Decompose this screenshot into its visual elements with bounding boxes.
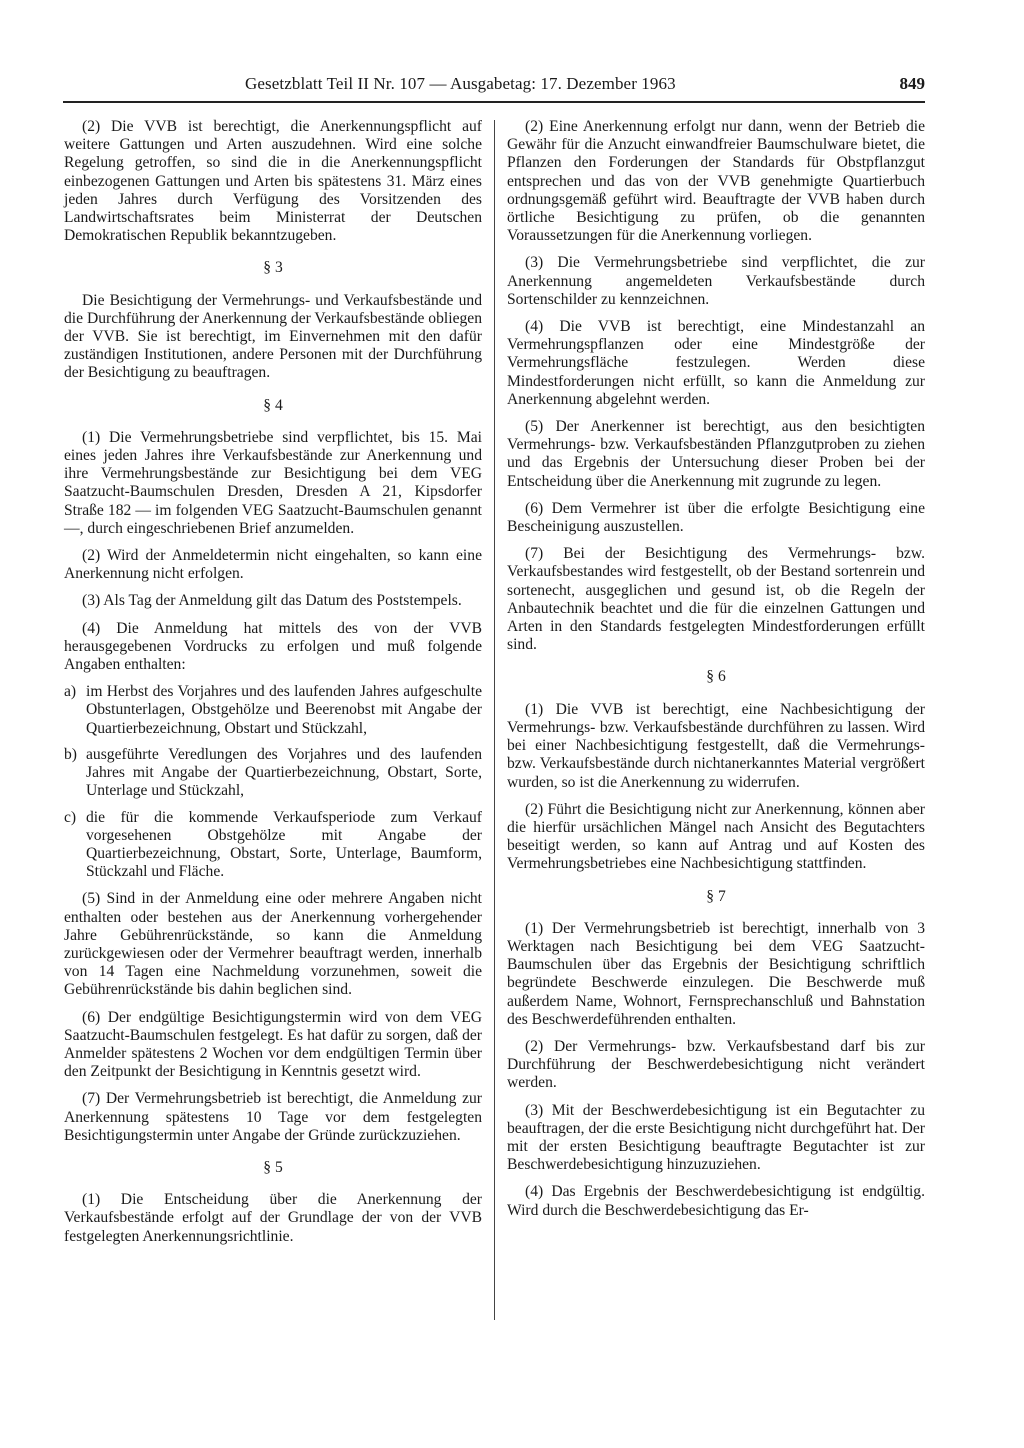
paragraph: (1) Die Vermehrungsbetriebe sind verpflichtet, bis 15. Mai eines jeden Jahres ihre Verkaufsbestände zur Anerkennung und ihre Vermehrungsbestände zur Besichtigung bei dem VEG Saatzucht-Baumschulen Dresden, Dresden A 21, Kipsdorfer Straße 182 — im folgenden VEG Saatzucht-Baumschulen genannt —, durch eingeschriebenen Brief anzumelden. <box>64 428 482 537</box>
list-item <box>64 746 482 801</box>
list-item-label: c) <box>64 808 77 826</box>
column-divider <box>494 120 495 1320</box>
section-heading-6: § 6 <box>706 668 726 686</box>
paragraph: (4) Das Ergebnis der Beschwerdebesichtigung ist endgültig. Wird durch die Beschwerdebesichtigung das Er- <box>507 1183 925 1219</box>
paragraph: (2) Führt die Besichtigung nicht zur Anerkennung, können aber die hierfür ursächlichen Mängel nach Ansicht des Begutachters beseitigt werden, so kann auf Antrag und auf Kosten des Vermehrungsbetriebes eine Nachbesichtigung stattfinden. <box>507 800 925 873</box>
paragraph: (4) Die Anmeldung hat mittels des von der VVB herausgegebenen Vordrucks zu erfolgen und muß folgende Angaben enthalten: <box>64 619 482 674</box>
paragraph: (1) Der Vermehrungsbetrieb ist berechtigt, innerhalb von 3 Werktagen nach Besichtigung bei dem VEG Saatzucht-Baumschulen über das Ergebnis der Besichtigung schriftlich begründete Beschwerde einzulegen. Die Beschwerde muß außerdem Name, Wohnort, Fernsprechanschluß und Bahnstation des Beschwerdeführenden enthalten. <box>507 919 925 1028</box>
list-item <box>64 683 482 738</box>
paragraph: (3) Mit der Beschwerdebesichtigung ist ein Begutachter zu beauftragen, der die erste Besichtigung nicht durchgeführt hat. Der mit der ersten Besichtigung beauftragte Begutachter ist zur Beschwerdebesichtigung hinzuzuziehen. <box>507 1101 925 1174</box>
header-rule <box>63 101 925 103</box>
paragraph: (5) Sind in der Anmeldung eine oder mehrere Angaben nicht enthalten oder bestehen aus der Anerkennung vorhergehender Jahre Gebührenrückstände, so kann die Anmeldung zurückgewiesen oder der Vermehrer beauftragt werden, innerhalb von 14 Tagen eine Nachmeldung vorzunehmen, soweit die Gebührenrückstände bis dahin beglichen sind. <box>64 890 482 999</box>
paragraph: (7) Der Vermehrungsbetrieb ist berechtigt, die Anmeldung zur Anerkennung spätestens 10 Tage vor dem festgelegten Besichtigungstermin unter Angabe der Gründe zurückzuziehen. <box>64 1090 482 1144</box>
list-item-text: im Herbst des Vorjahres und des laufenden Jahres aufgeschulte Obstunterlagen, Obstgehölze und Beerenobst mit Angabe der Quartierbezeichnung, Obstart und Stückzahl, <box>86 683 482 737</box>
list-item-text: die für die kommende Verkaufsperiode zum Verkauf vorgesehenen Obstgehölze mit Angabe der Quartierbezeichnung, Obstart, Sorte, Unterlage, Baumform, Stückzahl und Fläche. <box>86 808 482 881</box>
paragraph: (1) Die VVB ist berechtigt, eine Nachbesichtigung der Vermehrungs- bzw. Verkaufsbestände durchführen zu lassen. Wird bei einer Nachbesichtigung festgestellt, daß die Vermehrungs- bzw. Verkaufsbestände durch nichtanerkanntes Material vergrößert wurden, so ist die Anerkennung zu widerrufen. <box>507 700 925 791</box>
page-header <box>63 74 925 98</box>
paragraph: (5) Der Anerkenner ist berechtigt, aus den besichtigten Vermehrungs- bzw. Verkaufsbeständen Pflanzgutproben zu ziehen und das Ergebnis der Untersuchung dieser Proben bei der Entscheidung über die Anerkennung mit zugrunde zu legen. <box>507 418 925 490</box>
paragraph: Die Besichtigung der Vermehrungs- und Verkaufsbestände und die Durchführung der Anerkennung der Verkaufsbestände obliegen der VVB. Sie ist berechtigt, im Einvernehmen mit den dafür zuständigen Institutionen, andere Personen mit der Durchführung der Besichtigung zu beauftragen. <box>64 291 483 382</box>
paragraph: (2) Wird der Anmeldetermin nicht eingehalten, so kann eine Anerkennung nicht erfolgen. <box>64 547 482 583</box>
list-item <box>64 809 482 882</box>
paragraph: (1) Die Entscheidung über die Anerkennung der Verkaufsbestände erfolgt auf der Grundlage der von der VVB festgelegten Anerkennungsrichtlinie. <box>64 1191 482 1245</box>
enumerated-list <box>64 683 482 881</box>
gazette-title: Gesetzblatt Teil II Nr. 107 — Ausgabetag: 17. Dezember 1963 <box>245 74 676 93</box>
section-heading-3: § 3 <box>263 259 283 277</box>
paragraph: (2) Eine Anerkennung erfolgt nur dann, wenn der Betrieb die Gewähr für die Anzucht einwandfreier Baumschulware bietet, die Pflanzen den Forderungen der Standards für Obstpflanzgut entsprechen und das von der VVB genehmigte Quartierbuch ordnungsgemäß geführt wird. Beauftragte der VVB haben durch örtliche Besichtigung zu prüfen, ob die genannten Voraussetzungen für die Anerkennung vorliegen. <box>507 118 925 245</box>
list-item-text: ausgeführte Veredlungen des Vorjahres und des laufenden Jahres mit Angabe der Quartierbezeichnung, Obstart, Sorte, Unterlage und Stückzahl, <box>86 745 482 800</box>
section-heading-4: § 4 <box>263 396 283 414</box>
paragraph: (7) Bei der Besichtigung des Vermehrungs- bzw. Verkaufsbestandes wird festgestellt, ob der Bestand sortenrein und sortenecht, ausgeglichen und gesund ist, ob die Regeln der Anbautechnik beachtet und die für die einzelnen Gattungen und Arten in den Standards festgelegten Mindestforderungen erfüllt sind. <box>507 545 925 654</box>
page-number: 849 <box>899 74 925 93</box>
section-heading-7: § 7 <box>706 887 726 905</box>
list-item-label: a) <box>64 683 77 701</box>
paragraph: (3) Die Vermehrungsbetriebe sind verpflichtet, die zur Anerkennung angemeldeten Verkaufsbestände durch Sortenschilder zu kennzeichnen. <box>507 254 925 308</box>
paragraph: (2) Der Vermehrungs- bzw. Verkaufsbestand darf bis zur Durchführung der Beschwerdebesichtigung nicht verändert werden. <box>507 1037 925 1092</box>
paragraph: (3) Als Tag der Anmeldung gilt das Datum des Poststempels. <box>82 592 462 610</box>
paragraph: (6) Der endgültige Besichtigungstermin wird von dem VEG Saatzucht-Baumschulen festgelegt. Es hat dafür zu sorgen, daß der Anmelder spätestens 2 Wochen vor dem endgültigen Termin über den Zeitpunkt der Besichtigung in Kenntnis gesetzt wird. <box>64 1008 482 1081</box>
list-item-label: b) <box>64 745 77 763</box>
right-column <box>507 118 925 1229</box>
section-heading-5: § 5 <box>263 1158 283 1176</box>
paragraph: (6) Dem Vermehrer ist über die erfolgte Besichtigung eine Bescheinigung auszustellen. <box>507 499 925 536</box>
paragraph: (4) Die VVB ist berechtigt, eine Mindestanzahl an Vermehrungspflanzen oder eine Mindestgröße der Vermehrungsfläche festzulegen. Werden diese Mindestforderungen nicht erfüllt, so kann die Anmeldung zur Anerkennung abgelehnt werden. <box>507 318 925 408</box>
left-column <box>64 118 482 1255</box>
paragraph: (2) Die VVB ist berechtigt, die Anerkennungspflicht auf weitere Gattungen und Arten auszudehnen. Wird eine solche Regelung getroffen, so sind die in die Anerkennungspflicht einbezogenen Gattungen und Arten bis spätestens 31. März eines jeden Jahres durch Verfügung des Vorsitzenden des Landwirtschaftsrates beim Ministerrat der Deutschen Demokratischen Republik bekanntzugeben. <box>64 118 482 245</box>
